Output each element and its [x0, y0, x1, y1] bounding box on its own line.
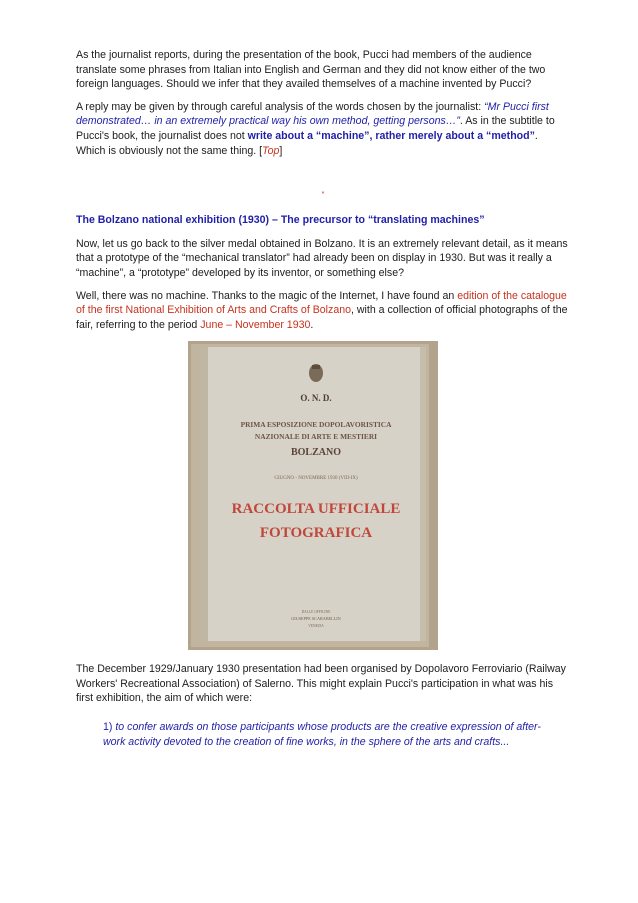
document-body: [76, 48, 570, 332]
paragraph-no-machine: [76, 289, 570, 333]
crest-icon: [309, 364, 323, 382]
emphasis-text: write about a “machine”, rather merely about a “method”: [247, 129, 535, 142]
paragraph-presentation: The December 1929/January 1930 presentation had been organised by Dopolavoro Ferroviario (Railway Workers' Recreational Association) of Salerno. This might explain Pucci's participation in what was his first exhibition, the aim of which were:: [76, 663, 566, 705]
book-publisher-2: GIUSEPPE SCARABELLIN: [291, 616, 341, 621]
catalogue-cover-photo: [188, 341, 438, 650]
top-link[interactable]: Top: [262, 144, 280, 157]
section-separator: *: [321, 191, 325, 199]
book-line1: PRIMA ESPOSIZIONE DOPOLAVORISTICA: [240, 420, 392, 429]
book-city: BOLZANO: [290, 447, 342, 458]
book-title2: FOTOGRAFICA: [259, 525, 373, 541]
journalist-quote: “Mr Pucci first demonstrated… in an extremely practical way his own method, getting persons…”: [76, 100, 549, 128]
no-machine-text: Well, there was no machine. Thanks to the magic of the Internet, I have found an: [76, 289, 458, 302]
paragraph-journalist: As the journalist reports, during the presentation of the book, Pucci had members of the audience translate some phrases from Italian into English and German and they did not know either of the two foreign languages. Should we infer that they availed themselves of a machine invented by Pucci?: [76, 49, 546, 91]
reply-text-3: . Which is obviously not the same thing. [: [76, 129, 538, 157]
list-item-text: to confer awards on those participants whose products are the creative expression of after-work activity devoted to the creation of fine works, in the sphere of the arts and crafts...: [103, 721, 541, 748]
catalogue-link[interactable]: edition of the catalogue of the first National Exhibition of Arts and Crafts of Bolzano: [76, 289, 567, 317]
no-machine-text-2: , with a collection of official photographs of the fair, referring to the period: [76, 304, 568, 331]
book-publisher-3: VENEZIA: [308, 624, 324, 628]
section-heading: The Bolzano national exhibition (1930) – The precursor to “translating machines”: [76, 214, 485, 227]
book-line2: NAZIONALE DI ARTE E MESTIERI: [254, 432, 378, 441]
no-machine-text-3: .: [310, 318, 314, 331]
reply-text-2: . As in the subtitle to Pucci's book, the journalist does not: [76, 115, 555, 142]
aims-list: [103, 720, 563, 749]
reply-text: A reply may be given by through careful analysis of the words chosen by the journalist:: [76, 100, 485, 113]
paragraph-reply: [76, 100, 570, 158]
book-title1: RACCOLTA UFFICIALE: [231, 501, 401, 517]
book-dates: GIUGNO - NOVEMBRE 1930 (VIII-IX): [274, 476, 358, 481]
period-text: June – November 1930: [200, 318, 311, 331]
reply-text-4: ]: [279, 144, 283, 157]
list-number: 1): [103, 721, 113, 733]
book-org: O. N. D.: [300, 393, 332, 403]
paragraph-silver-medal: Now, let us go back to the silver medal obtained in Bolzano. It is an extremely relevant detail, as it means that a prototype of the “mechanical translator” had already been on display in 1930. But was it really a “machine”, a “prototype” developed by its inventor, or something else?: [76, 237, 568, 279]
book-publisher-1: DALLE OFFICINE: [301, 610, 331, 614]
